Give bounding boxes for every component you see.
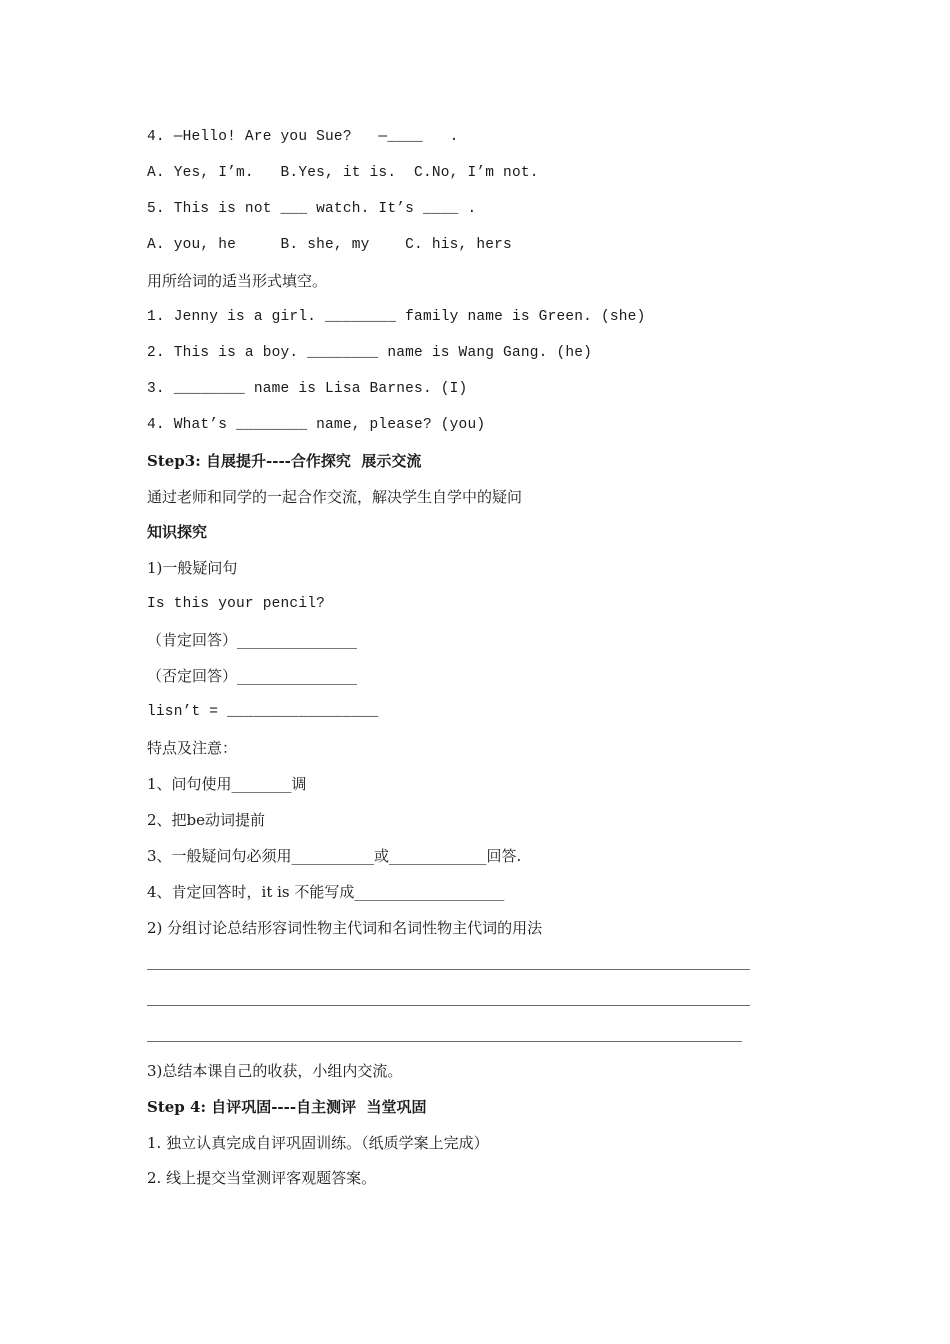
feature-1: 1、问句使用________调 (147, 775, 307, 793)
discussion-prompt: 2) 分组讨论总结形容词性物主代词和名词性物主代词的用法 (147, 919, 543, 937)
step3-heading: Step3: 自展提升----合作探究 展示交流 (147, 452, 422, 470)
knowledge-heading: 知识探究 (147, 523, 208, 541)
answer-line-1 (147, 969, 750, 970)
negative-answer-blank: （否定回答）________________ (147, 667, 358, 685)
step3-description: 通过老师和同学的一起合作交流，解决学生自学中的疑问 (147, 488, 523, 506)
feature-4: 4、肯定回答时，it is 不能写成____________________ (147, 883, 505, 901)
general-question-title: 1)一般疑问句 (147, 559, 238, 577)
summary-prompt: 3)总结本课自己的收获，小组内交流。 (147, 1062, 403, 1080)
question-4-options: A. Yes, I’m. B.Yes, it is. C.No, I’m not. (147, 165, 539, 181)
positive-answer-blank: （肯定回答）________________ (147, 631, 358, 649)
feature-3: 3、一般疑问句必须用___________或_____________回答. (147, 847, 522, 865)
answer-line-3 (147, 1041, 742, 1042)
fill-item-2: 2. This is a boy. ________ name is Wang Gang. (he) (147, 345, 593, 361)
isnt-expansion-blank: lisn’t = _________________ (147, 704, 379, 720)
step4-heading: Step 4: 自评巩固----自主测评 当堂巩固 (147, 1098, 427, 1116)
example-question: Is this your pencil? (147, 596, 326, 612)
question-4: 4. —Hello! Are you Sue? —____ . (147, 129, 459, 145)
features-heading: 特点及注意： (147, 739, 238, 757)
answer-line-2 (147, 1005, 750, 1006)
fill-item-4: 4. What’s ________ name, please? (you) (147, 417, 486, 433)
fill-item-3: 3. ________ name is Lisa Barnes. (I) (147, 381, 468, 397)
step4-item-1: 1. 独立认真完成自评巩固训练。（纸质学案上完成） (147, 1134, 489, 1152)
step4-item-2: 2. 线上提交当堂测评客观题答案。 (147, 1169, 377, 1187)
feature-2: 2、把be动词提前 (147, 811, 266, 829)
question-5: 5. This is not ___ watch. It’s ____ . (147, 201, 477, 217)
fill-item-1: 1. Jenny is a girl. ________ family name is Green. (she) (147, 309, 646, 325)
question-5-options: A. you, he B. she, my C. his, hers (147, 237, 512, 253)
fill-in-title: 用所给词的适当形式填空。 (147, 272, 328, 290)
